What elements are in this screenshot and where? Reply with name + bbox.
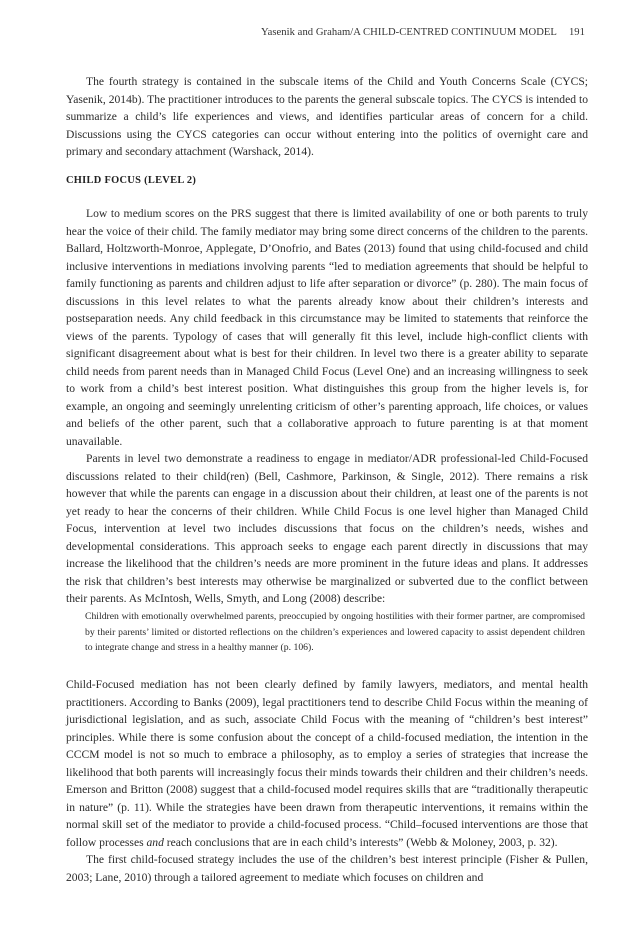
body-paragraph: The fourth strategy is contained in the subscale items of the Child and Youth Concerns Scale (CYCS; Yasenik, 2014b). The practitioner introduces to the parents the general subscale topics. The CYCS is intended to summarize a child’s life experiences and views, and identifies particular areas of concern for a child. Discussions using the CYCS categories can occur without entering into the politics of overnight care and primary and secondary attachment (Warshack, 2014).: [66, 75, 588, 158]
running-header: [261, 27, 585, 38]
body-paragraph: Low to medium scores on the PRS suggest that there is limited availability of one or both parents to truly hear the voice of their child. The family mediator may bring some direct concerns of the children to the parents. Ballard, Holtzworth-Monroe, Applegate, D’Onofrio, and Bates (2013) found that using child-focused and child inclusive interventions in mediations involving parents “led to mediation agreements that should be helpful to family functioning as parents and children adjust to life after separation or divorce” (p. 280). The main focus of discussions in this level relates to what the parents already know about their children’s interests and postseparation needs. Any child feedback in this circumstance may be limited to statements that reinforce the views of the parents. Typology of cases that will generally fit this level, include high-conflict clients with significant disagreement about what is best for their children. In level two there is a greater ability to separate child needs from parent needs than in Managed Child Focus (Level One) and an increasing willingness to seek to work from a child’s best interest position. What distinguishes this group from the higher levels is, for example, an ongoing and seemingly unrelenting criticism of other’s parenting approach, life choices, or values and beliefs of the other parent, such that a collaborative approach to future parenting is at that moment unavailable.: [66, 207, 588, 448]
body-paragraph: Parents in level two demonstrate a readiness to engage in mediator/ADR professional-led Child-Focused discussions related to their child(ren) (Bell, Cashmore, Parkinson, & Single, 2012). There remains a risk however that while the parents can engage in a discussion about their children, at least one of the parents is not yet ready to hear the concerns of their children. While Child Focus is one level higher than Managed Child Focus, intervention at level two includes discussions that focus on the children’s needs, wishes and developmental considerations. This approach seeks to engage each parent directly in discussions that may increase the likelihood that the children’s needs are more prominent in the future ideas and plans. It addresses the risk that children’s best interests may otherwise be marginalized or subverted due to the conflict between their parents. As McIntosh, Wells, Smyth, and Long (2008) describe:: [66, 452, 588, 605]
section-heading: CHILD FOCUS (LEVEL 2): [66, 175, 197, 186]
page-number: 191: [568, 27, 585, 38]
paragraph-text: reach conclusions that are in each child’s interests” (Webb & Moloney, 2003, p. 32).: [163, 835, 558, 849]
section-intro: [66, 73, 588, 161]
block-quote-text: Children with emotionally overwhelmed parents, preoccupied by ongoing hostilities with their former partner, are compromised by their parents’ limited or distorted reflections on the children’s experiences and lowered capacity to assist dependent children to integrate change and stress in a healthy manner (p. 106).: [85, 611, 585, 653]
section-child-focus: [66, 205, 588, 608]
body-paragraph: [66, 676, 588, 851]
running-title: Yasenik and Graham/A CHILD-CENTRED CONTINUUM MODEL: [260, 27, 557, 38]
italic-word: and: [146, 835, 164, 849]
body-paragraph: The first child-focused strategy includes the use of the children’s best interest principle (Fisher & Pullen, 2003; Lane, 2010) through a tailored agreement to mediate which focuses on children and: [66, 853, 588, 884]
block-quote: [85, 609, 585, 656]
paragraph-text: Child-Focused mediation has not been clearly defined by family lawyers, mediators, and mental health practitioners. According to Banks (2009), legal practitioners tend to describe Child Focus within the meaning of jurisdictional legislation, and as such, associate Child Focus with the meaning of “children’s best interest” principles. While there is some confusion about the concept of a child-focused mediation, the intention in the CCCM model is not so much to embrace a philosophy, as to employ a series of strategies that increase the likelihood that both parents will increasingly focus their minds towards their children and their children’s needs. Emerson and Britton (2008) suggest that a child-focused model requires skills that are “traditionally therapeutic in nature” (p. 11). While the strategies have been drawn from therapeutic interventions, it remains within the normal skill set of the mediator to provide a child-focused process. “Child–focused interventions are those that follow processes: [66, 678, 588, 849]
section-continued: [66, 676, 588, 886]
